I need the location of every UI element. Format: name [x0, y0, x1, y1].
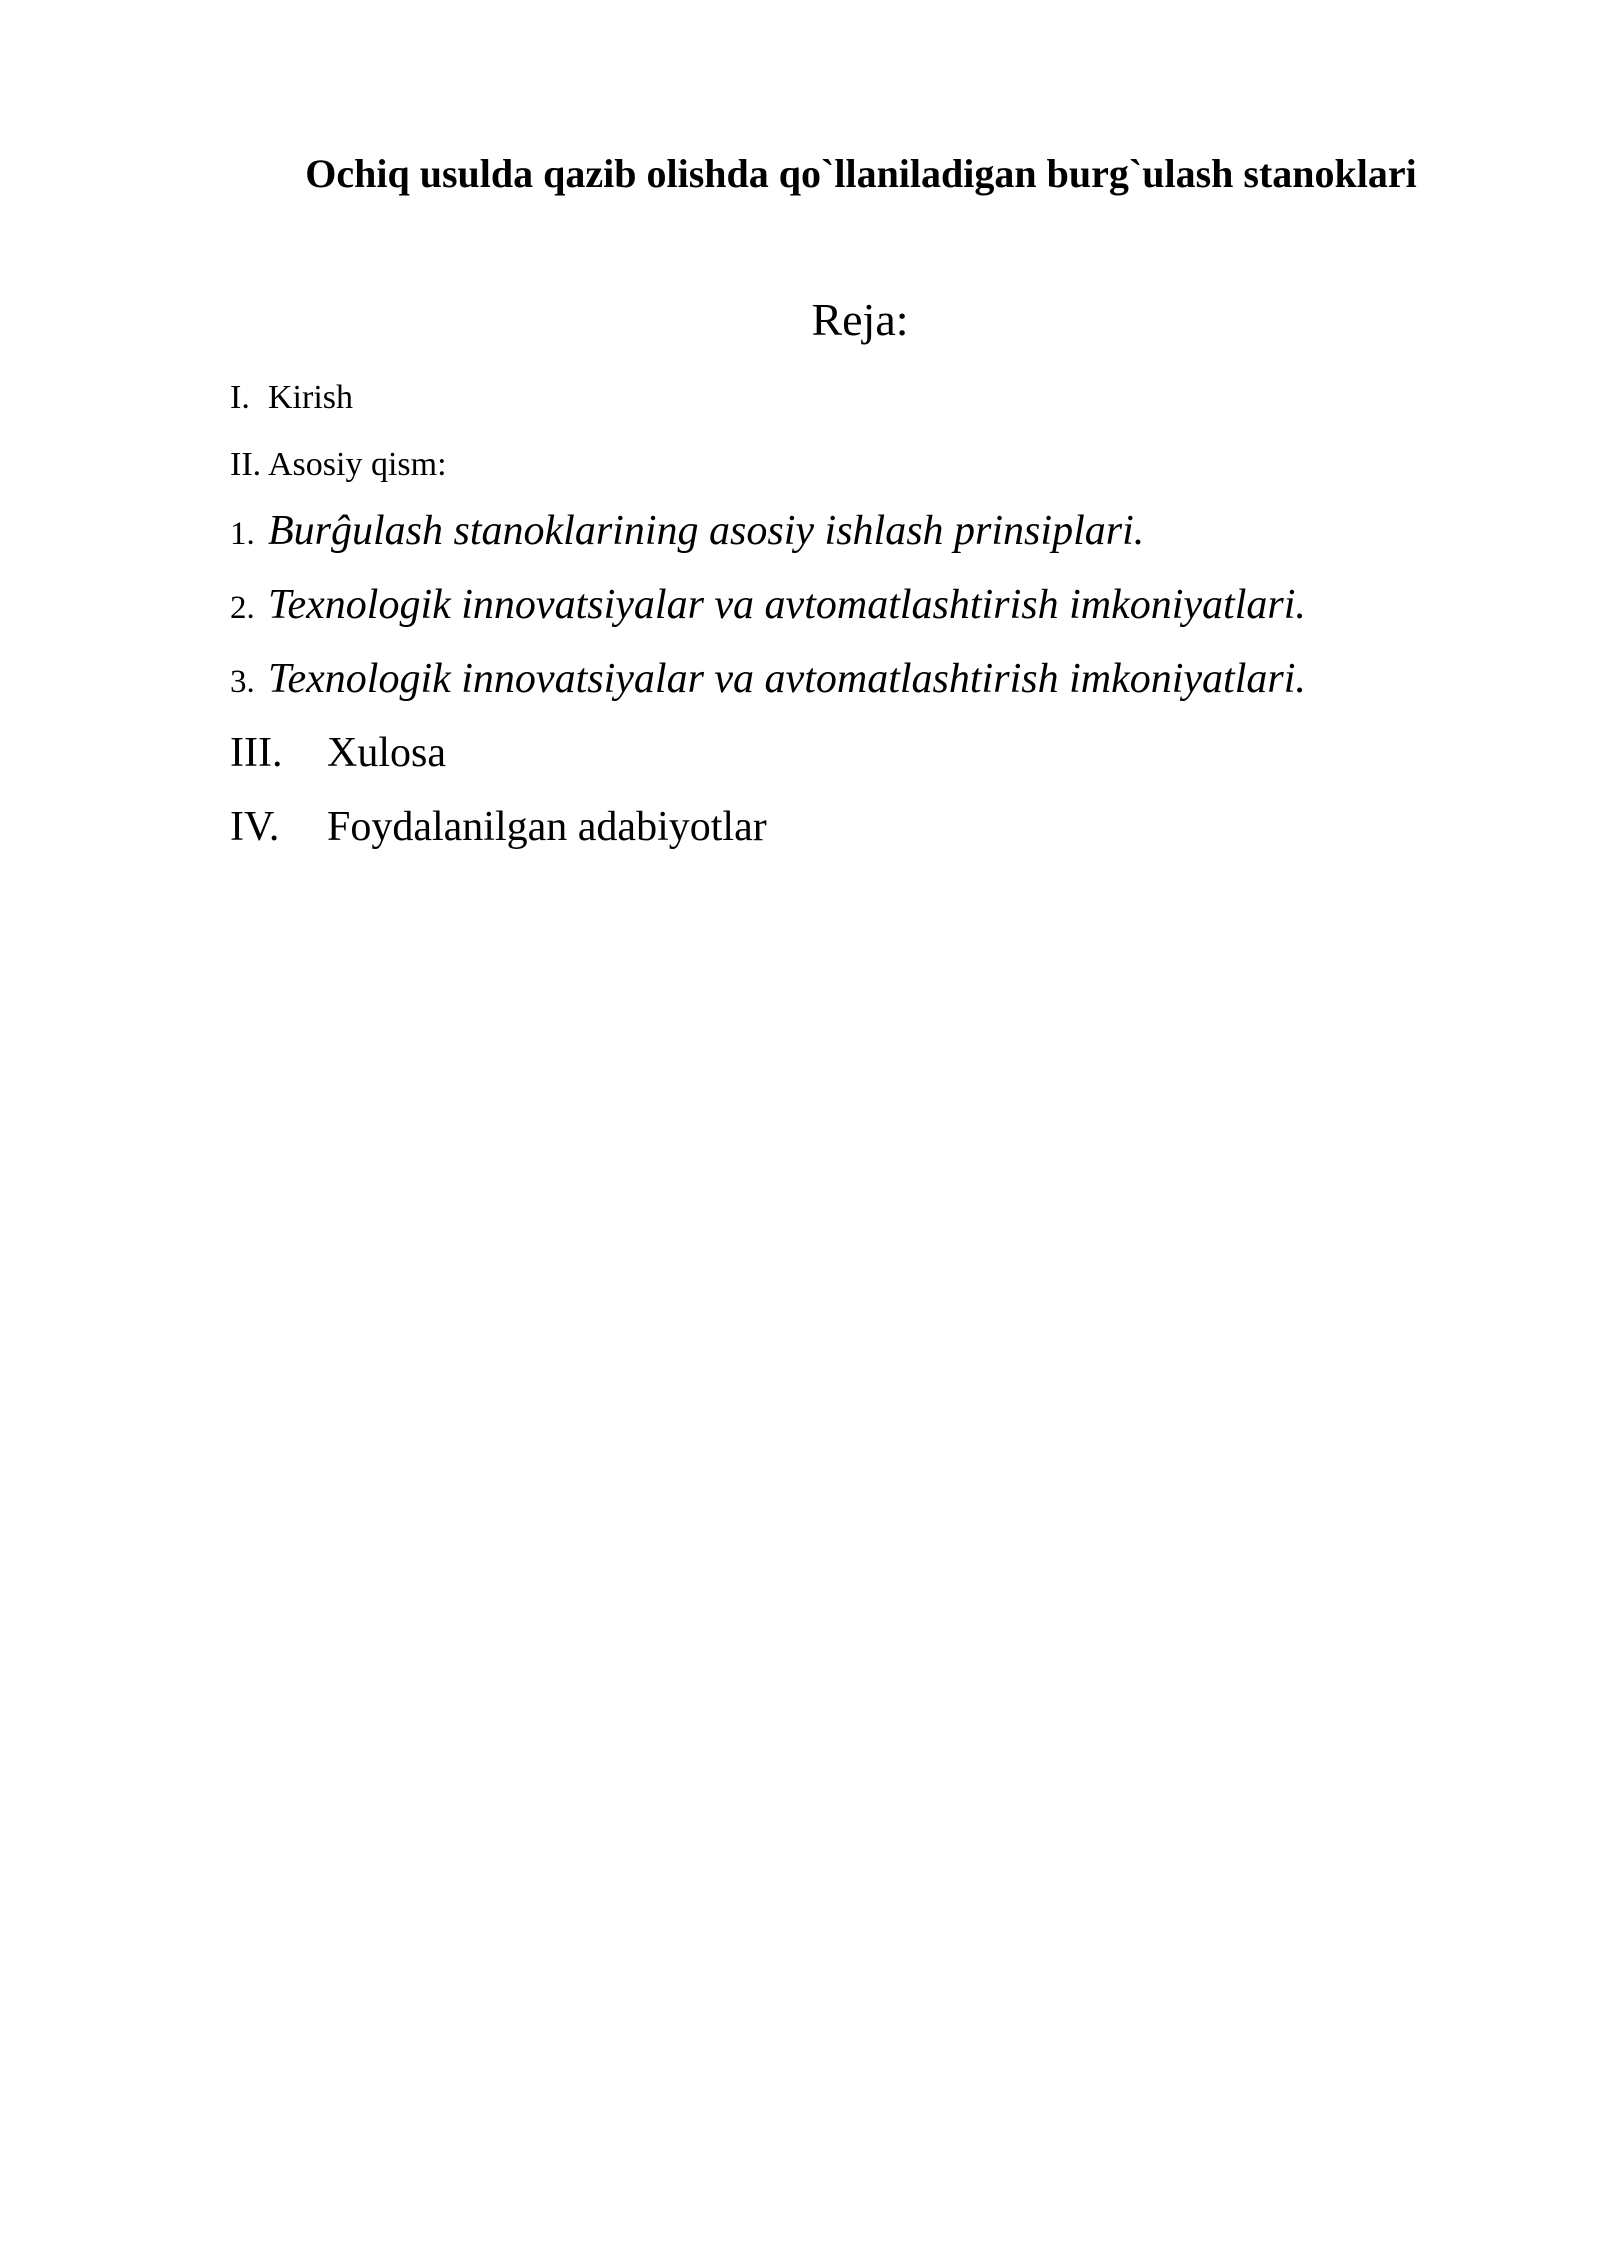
plan-item-kirish [230, 378, 353, 419]
document-title: Ochiq usulda qazib olishda qo`llaniladigan burg`ulash stanoklari [305, 151, 1417, 196]
plan-item-text: Asosiy qism: [268, 446, 447, 483]
plan-subitem-3 [230, 654, 1306, 704]
plan-item-asosiy-qism [230, 445, 447, 486]
plan-subitem-2 [230, 580, 1306, 630]
plan-heading: Reja: [811, 294, 909, 345]
plan-item-text: Texnologik innovatsiyalar va avtomatlashtirish imkoniyatlari. [268, 656, 1306, 702]
plan-item-number: IV. [230, 804, 280, 850]
plan-subitem-1 [230, 506, 1144, 556]
plan-item-number: II. [230, 446, 262, 483]
plan-item-adabiyotlar [230, 802, 767, 852]
plan-item-xulosa [230, 728, 446, 778]
plan-item-number: I. [230, 379, 250, 416]
plan-item-text: Foydalanilgan adabiyotlar [327, 804, 767, 850]
plan-item-text: Burĝulash stanoklarining asosiy ishlash prinsiplari. [268, 508, 1145, 554]
plan-item-number: 1. [230, 516, 255, 552]
plan-item-text: Kirish [268, 379, 353, 416]
plan-item-number: 2. [230, 590, 255, 626]
plan-item-number: 3. [230, 664, 255, 700]
plan-item-text: Xulosa [327, 730, 446, 776]
plan-item-text: Texnologik innovatsiyalar va avtomatlashtirish imkoniyatlari. [268, 582, 1306, 628]
plan-item-number: III. [230, 730, 283, 776]
